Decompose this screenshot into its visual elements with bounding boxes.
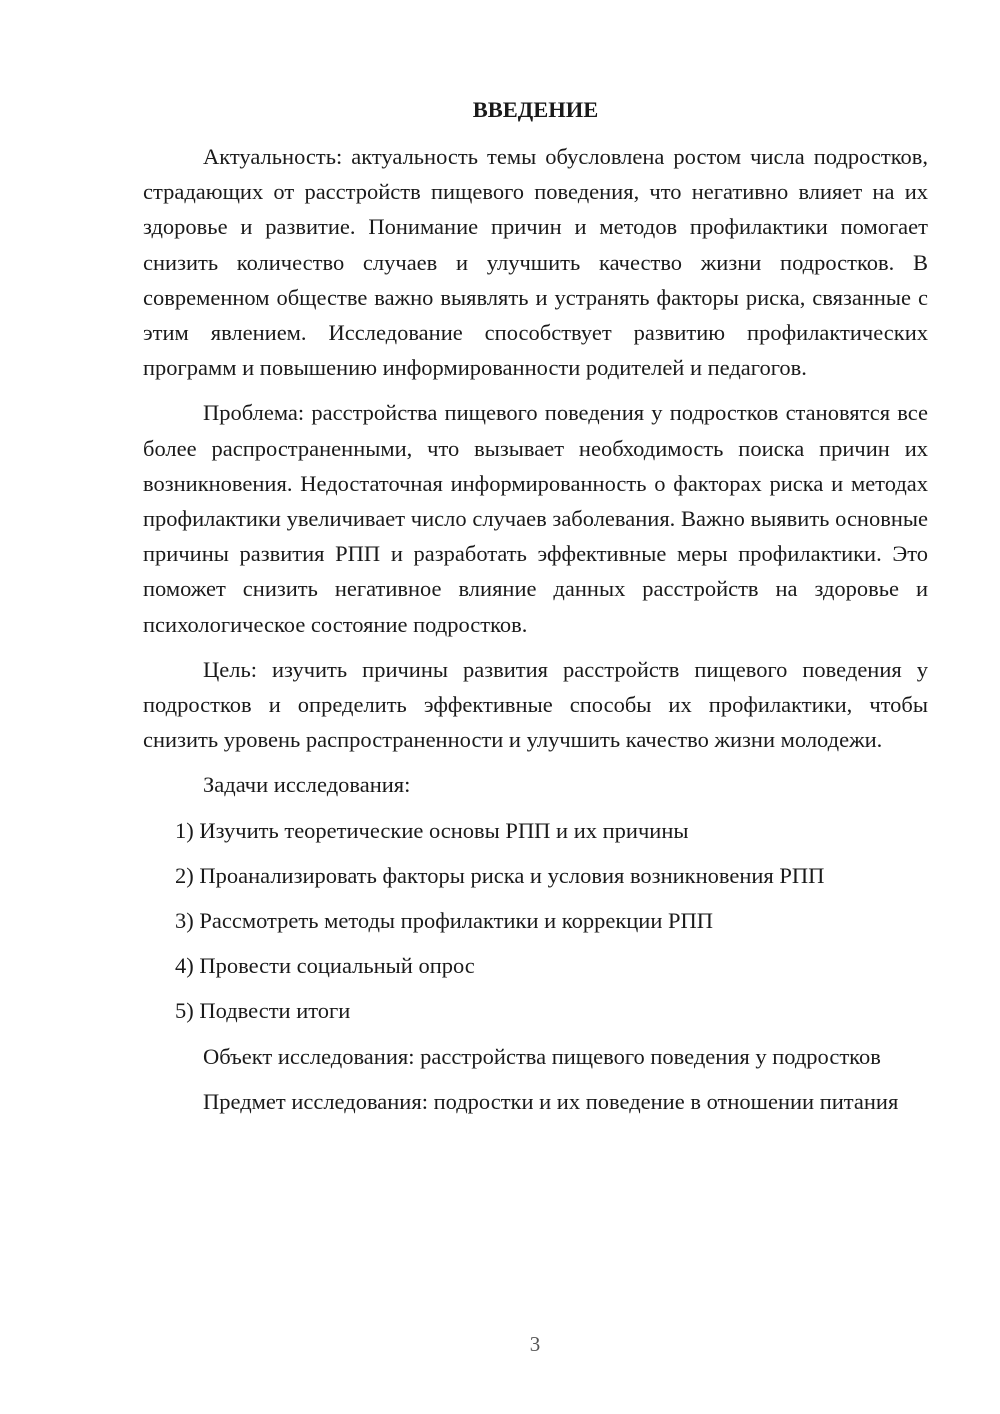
tasks-heading: Задачи исследования: [203,772,411,798]
paragraph-problem: Проблема: расстройства пищевого поведения у подростков становятся все более распространенными, что вызывает необходимость поиска причин их возникновения. Недостаточная информированность о факторах риска и методах профилактики увеличивает число случаев заболевания. Важно выявить основные причины развития РПП и разработать эффективные меры профилактики. Это поможет снизить негативное влияние данных расстройств на здоровье и психологическое состояние подростков. [143,400,928,637]
paragraph-subject: Предмет исследования: подростки и их поведение в отношении питания [203,1088,899,1114]
task-item-3: 3) Рассмотреть методы профилактики и коррекции РПП [175,908,714,934]
task-item-5: 5) Подвести итоги [175,998,351,1024]
paragraph-goal: Цель: изучить причины развития расстройств пищевого поведения у подростков и определить эффективные способы их профилактики, чтобы снизить уровень распространенности и улучшить качество жизни молодежи. [143,656,928,753]
document-page [143,92,928,1129]
task-item-4: 4) Провести социальный опрос [175,953,475,979]
section-title: ВВЕДЕНИЕ [472,97,599,122]
page-number: 3 [529,1332,541,1356]
paragraph-object: Объект исследования: расстройства пищевого поведения у подростков [203,1043,881,1069]
task-item-2: 2) Проанализировать факторы риска и условия возникновения РПП [175,862,825,888]
task-item-1: 1) Изучить теоретические основы РПП и их причины [175,817,689,843]
paragraph-relevance: Актуальность: актуальность темы обусловлена ростом числа подростков, страдающих от расстройств пищевого поведения, что негативно влияет на их здоровье и развитие. Понимание причин и методов профилактики помогает снизить количество случаев и улучшить качество жизни подростков. В современном обществе важно выявлять и устранять факторы риска, связанные с этим явлением. Исследование способствует развитию профилактических программ и повышению информированности родителей и педагогов. [143,144,928,381]
